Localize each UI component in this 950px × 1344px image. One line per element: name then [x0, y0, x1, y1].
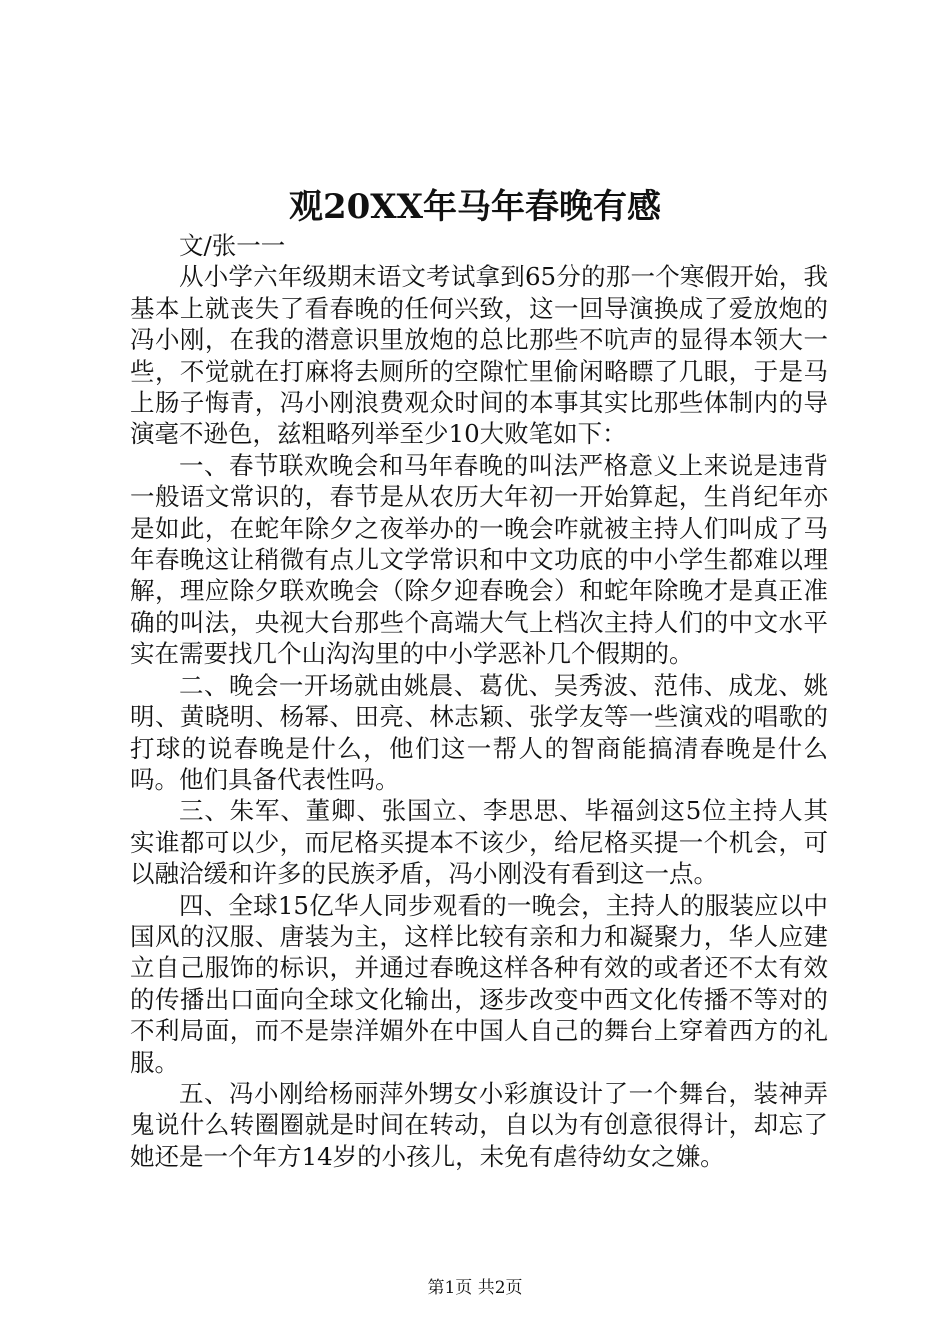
- paragraph-point-1: 一、春节联欢晚会和马年春晚的叫法严格意义上来说是违背一般语文常识的，春节是从农历大年初一开始算起，生肖纪年亦是如此，在蛇年除夕之夜举办的一晚会咋就被主持人们叫成了马年春晚这让稍微有点儿文学常识和中文功底的中小学生都难以理解，理应除夕联欢晚会（除夕迎春晚会）和蛇年除晚才是真正准确的叫法，央视大台那些个高端大气上档次主持人们的中文水平实在需要找几个山沟沟里的中小学恶补几个假期的。: [130, 450, 828, 669]
- document-title: 观20XX年马年春晚有感: [288, 187, 662, 227]
- paragraph-intro: 从小学六年级期末语文考试拿到65分的那一个寒假开始，我基本上就丧失了看春晚的任何兴致，这一回导演换成了爱放炮的冯小刚，在我的潜意识里放炮的总比那些不吭声的显得本领大一些，不觉就在打麻将去厕所的空隙忙里偷闲略瞟了几眼，于是马上肠子悔青，冯小刚浪费观众时间的本事其实比那些体制内的导演毫不逊色，兹粗略列举至少10大败笔如下：: [130, 262, 828, 449]
- paragraph-point-4: 四、全球15亿华人同步观看的一晚会，主持人的服装应以中国风的汉服、唐装为主，这样比较有亲和力和凝聚力，华人应建立自己服饰的标识，并通过春晚这样各种有效的或者还不太有效的传播出口面向全球文化输出，逐步改变中西文化传播不等对的不利局面，而不是崇洋媚外在中国人自己的舞台上穿着西方的礼服。: [130, 890, 828, 1077]
- author-line: 文/张一一: [179, 231, 286, 260]
- page-footer: 第1页 共2页: [427, 1278, 523, 1298]
- paragraph-point-5: 五、冯小刚给杨丽萍外甥女小彩旗设计了一个舞台，装神弄鬼说什么转圈圈就是时间在转动，自以为有创意很得计，却忘了她还是一个年方14岁的小孩儿，未免有虐待幼女之嫌。: [130, 1078, 828, 1171]
- paragraph-point-2: 二、晚会一开场就由姚晨、葛优、吴秀波、范伟、成龙、姚明、黄晓明、杨幂、田亮、林志颖、张学友等一些演戏的唱歌的打球的说春晚是什么，他们这一帮人的智商能搞清春晚是什么吗。他们具备代表性吗。: [130, 670, 828, 794]
- document-body: [130, 230, 828, 1172]
- paragraph-point-3: 三、朱军、董卿、张国立、李思思、毕福剑这5位主持人其实谁都可以少，而尼格买提本不该少，给尼格买提一个机会，可以融洽缓和许多的民族矛盾，冯小刚没有看到这一点。: [130, 796, 828, 889]
